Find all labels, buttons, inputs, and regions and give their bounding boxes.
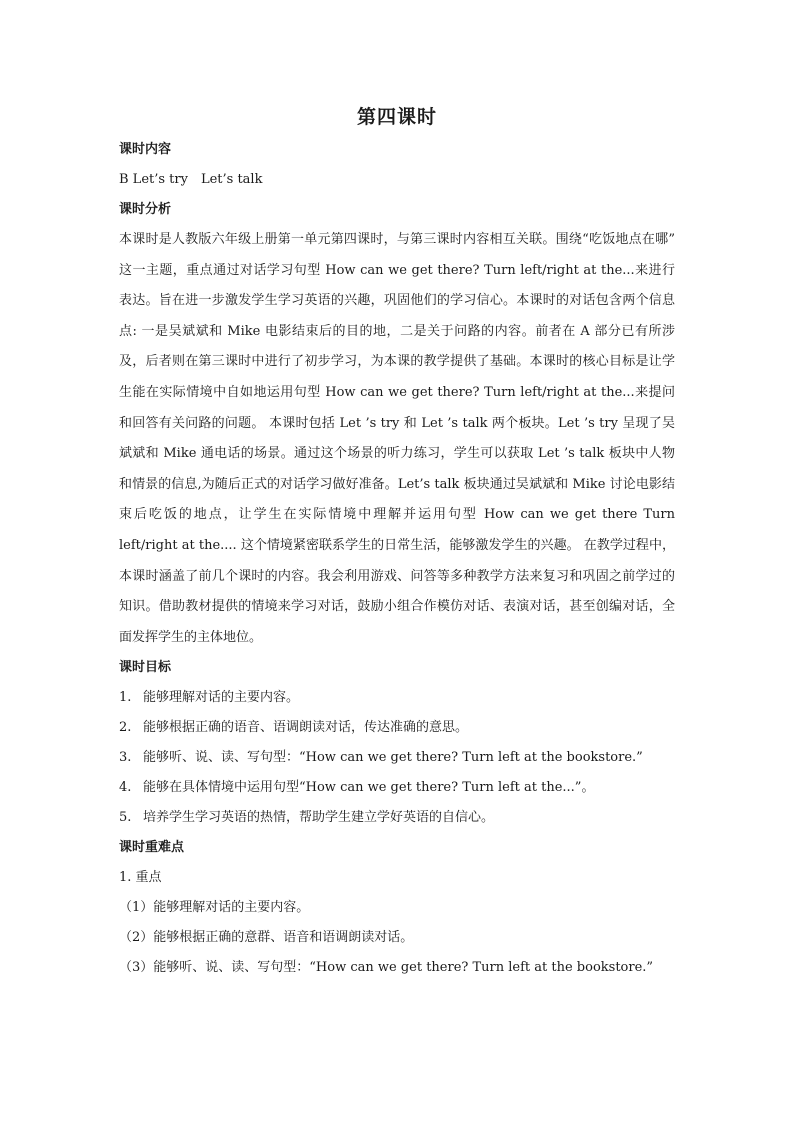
goal-text: 能够在具体情境中运用句型“How can we get there? Turn left at the...”。 [143, 780, 595, 796]
goal-text: 培养学生学习英语的热情，帮助学生建立学好英语的自信心。 [143, 810, 495, 826]
goal-number: 5. [119, 810, 132, 826]
goal-text: 能够根据正确的语音、语调朗读对话，传达准确的意思。 [143, 720, 469, 736]
goal-text: 能够理解对话的主要内容。 [143, 690, 300, 706]
goal-item [119, 683, 675, 713]
goal-text: 能够听、说、读、写句型：“How can we get there? Turn left at the bookstore.” [143, 750, 643, 766]
goal-item [119, 773, 675, 803]
keypoint-item: （1）能够理解对话的主要内容。 [119, 900, 310, 916]
lesson-content-text: B Let’s try Let’s talk [119, 172, 263, 187]
goal-number: 4. [119, 780, 132, 796]
section-heading-content: 课时内容 [119, 142, 172, 157]
section-heading-analysis: 课时分析 [119, 202, 172, 217]
keypoints-subheading: 1. 重点 [119, 870, 162, 886]
keypoint-item: （2）能够根据正确的意群、语音和语调朗读对话。 [119, 930, 414, 946]
section-heading-goals: 课时目标 [119, 660, 172, 676]
goal-item [119, 743, 675, 773]
goal-item [119, 803, 675, 833]
keypoint-item: （3）能够听、说、读、写句型：“How can we get there? Turn left at the bookstore.” [119, 960, 654, 976]
analysis-paragraph: 本课时是人教版六年级上册第一单元第四课时，与第三课时内容相互关联。围绕“吃饭地点在哪” 这一主题，重点通过对话学习句型 How can we get there? Turn left/right at the...来进行表达。旨在进一步激发学生学习英语的兴趣，巩固他们的学习信心。本课时的对话包含两个信息点: 一是吴斌斌和 Mike 电影结束后的目的地，二是关于问路的内容。前者在 A 部分已有所涉及，后者则在第三课时中进行了初步学习，为本课的教学提供了基础。本课时的核心目标是让学生能在实际情境中自如地运用句型 How can we get there? Turn left/right at the...来提问和回答有关问路的问题。 本课时包括 Let ’s try 和 Let ’s talk 两个板块。Let ’s try 呈现了吴斌斌和 Mike 通电话的场景。通过这个场景的听力练习，学生可以获取 Let ’s talk 板块中人物和情景的信息,为随后正式的对话学习做好准备。Let’s talk 板块通过吴斌斌和 Mike 讨论电影结束后吃饭的地点，让学生在实际情境中理解并运用句型 How can we get there Turn left/right at the.... 这个情境紧密联系学生的日常生活，能够激发学生的兴趣。 在教学过程中，本课时涵盖了前几个课时的内容。我会利用游戏、问答等多种教学方法来复习和巩固之前学过的知识。借助教材提供的情境来学习对话，鼓励小组合作模仿对话、表演对话，甚至创编对话，全面发挥学生的主体地位。 [119, 232, 675, 645]
goal-number: 2. [119, 720, 132, 736]
goal-item [119, 713, 675, 743]
section-heading-keypoints: 课时重难点 [119, 840, 185, 856]
goal-number: 3. [119, 750, 132, 766]
goal-number: 1. [119, 690, 132, 706]
page-title: 第四课时 [356, 106, 437, 128]
document-content [119, 103, 675, 983]
